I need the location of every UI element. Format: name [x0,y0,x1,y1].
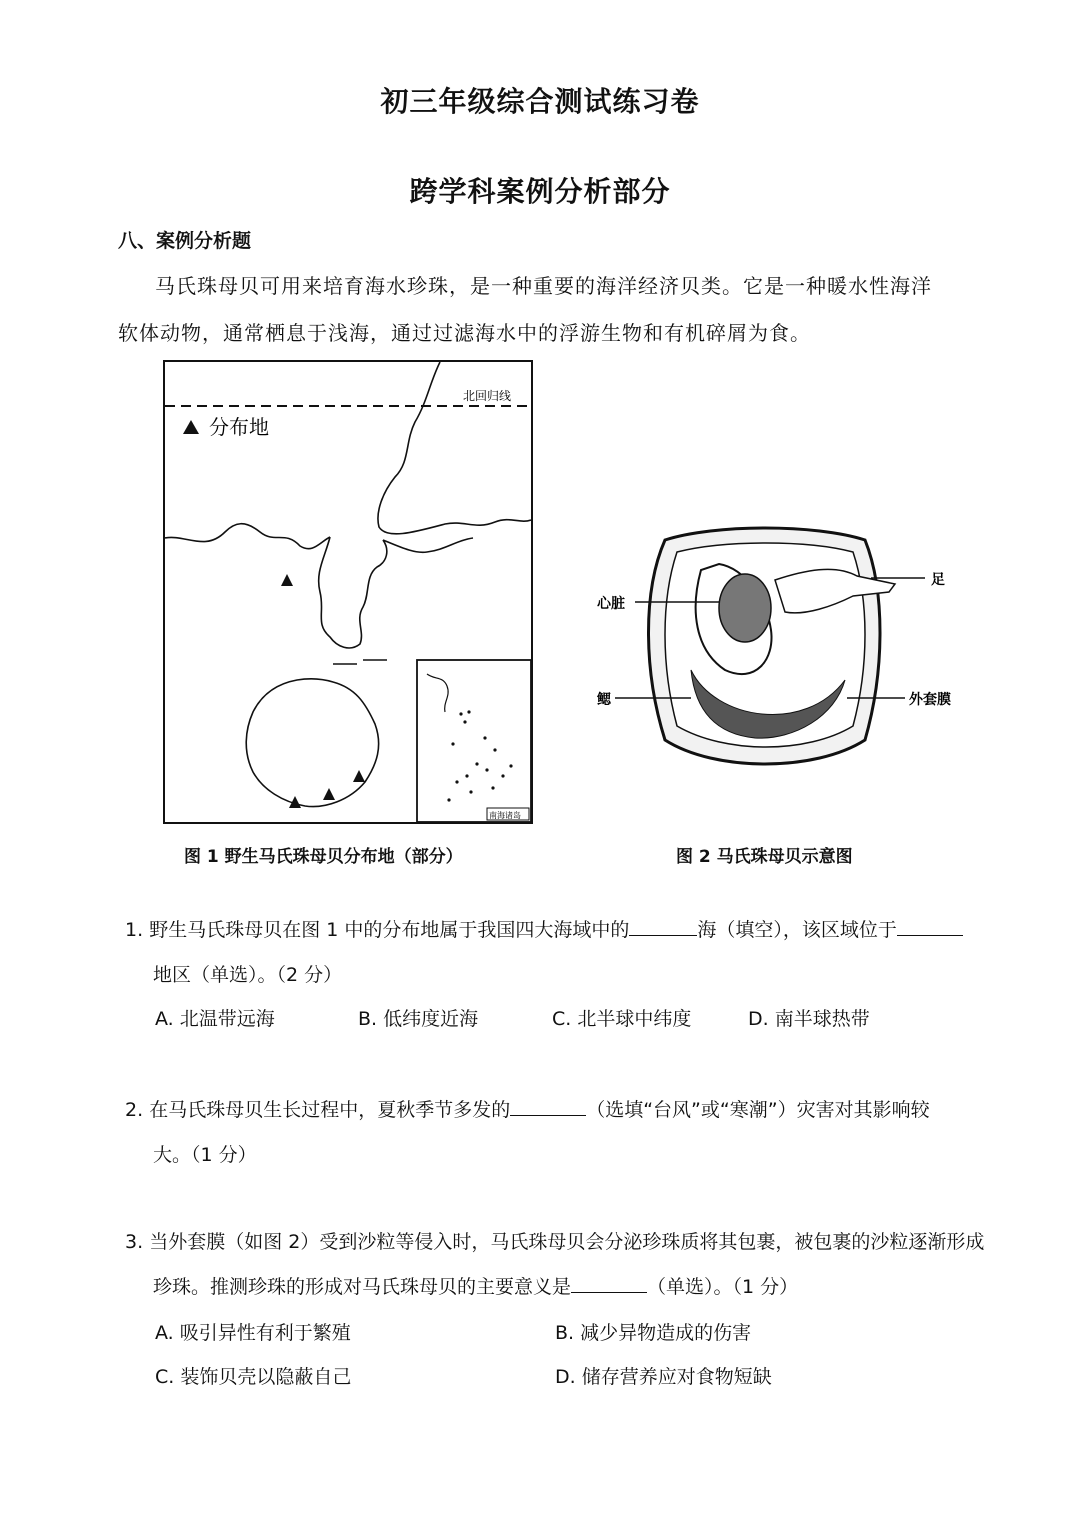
heart-organ [719,574,771,642]
question-3-line-1: 3. 当外套膜（如图 2）受到沙粒等侵入时，马氏珠母贝会分泌珍珠质将其包裹，被包裹的沙粒逐渐形成 [125,1231,985,1253]
option-a[interactable]: A. 吸引异性有利于繁殖 [155,1322,351,1344]
answer-blank[interactable] [571,1274,647,1293]
figure2-caption: 图 2 马氏珠母贝示意图 [676,847,853,867]
answer-blank[interactable] [897,917,963,936]
legend-triangle-icon [183,420,199,434]
question-number: 2. [125,1099,144,1121]
oyster-diagram [595,520,975,780]
label-gill: 鳃 [597,692,611,708]
south-sea-inset [417,660,531,822]
coastline-leizhou [319,537,387,648]
label-foot: 足 [931,572,945,588]
option-d[interactable]: D. 储存营养应对食物短缺 [555,1366,772,1388]
label-heart: 心脏 [597,596,625,612]
question-2-line-1: 2. 在马氏珠母贝生长过程中，夏秋季节多发的 （选填“台风”或“寒潮”）灾害对其影响较 [125,1099,930,1121]
label-mantle: 外套膜 [909,692,951,708]
option-d[interactable]: D. 南半球热带 [748,1008,870,1030]
question-1-line-2: 地区（单选）。（2 分） [153,964,343,986]
legend-label: 分布地 [209,415,269,439]
distribution-marker-icon [281,574,293,586]
coastline-north-gulf [165,524,330,549]
question-3-line-2: 珍珠。推测珍珠的形成对马氏珠母贝的主要意义是 （单选）。（1 分） [153,1276,799,1298]
option-c[interactable]: C. 装饰贝壳以隐蔽自己 [155,1366,352,1388]
inset-label: 南海诸岛 [489,811,521,820]
map-drawing [165,362,531,822]
distribution-map [163,360,533,824]
coastline-bay [383,538,473,552]
page-subtitle: 跨学科案例分析部分 [409,175,671,208]
option-c[interactable]: C. 北半球中纬度 [552,1008,692,1030]
question-number: 3. [125,1231,144,1253]
hainan-island [246,679,378,807]
page-title: 初三年级综合测试练习卷 [380,85,700,118]
oyster-drawing [595,520,975,780]
coastline-east [378,362,531,534]
answer-blank[interactable] [629,917,697,936]
option-b[interactable]: B. 减少异物造成的伤害 [555,1322,752,1344]
figure1-caption: 图 1 野生马氏珠母贝分布地（部分） [184,847,463,867]
option-a[interactable]: A. 北温带远海 [155,1008,275,1030]
tropic-label: 北回归线 [463,389,512,403]
answer-blank[interactable] [510,1097,586,1116]
question-2-line-2: 大。（1 分） [153,1144,257,1166]
intro-line-1: 马氏珠母贝可用来培育海水珍珠，是一种重要的海洋经济贝类。它是一种暖水性海洋 [155,274,932,298]
question-number: 1. [125,919,144,941]
option-b[interactable]: B. 低纬度近海 [358,1008,479,1030]
distribution-marker-icon [323,788,335,800]
question-1-line-1: 1. 野生马氏珠母贝在图 1 中的分布地属于我国四大海域中的 海（填空），该区域位于 [125,915,963,942]
distribution-marker-icon [353,770,365,782]
section-heading: 八、案例分析题 [118,230,252,252]
intro-line-2: 软体动物，通常栖息于浅海，通过过滤海水中的浮游生物和有机碎屑为食。 [118,321,811,345]
